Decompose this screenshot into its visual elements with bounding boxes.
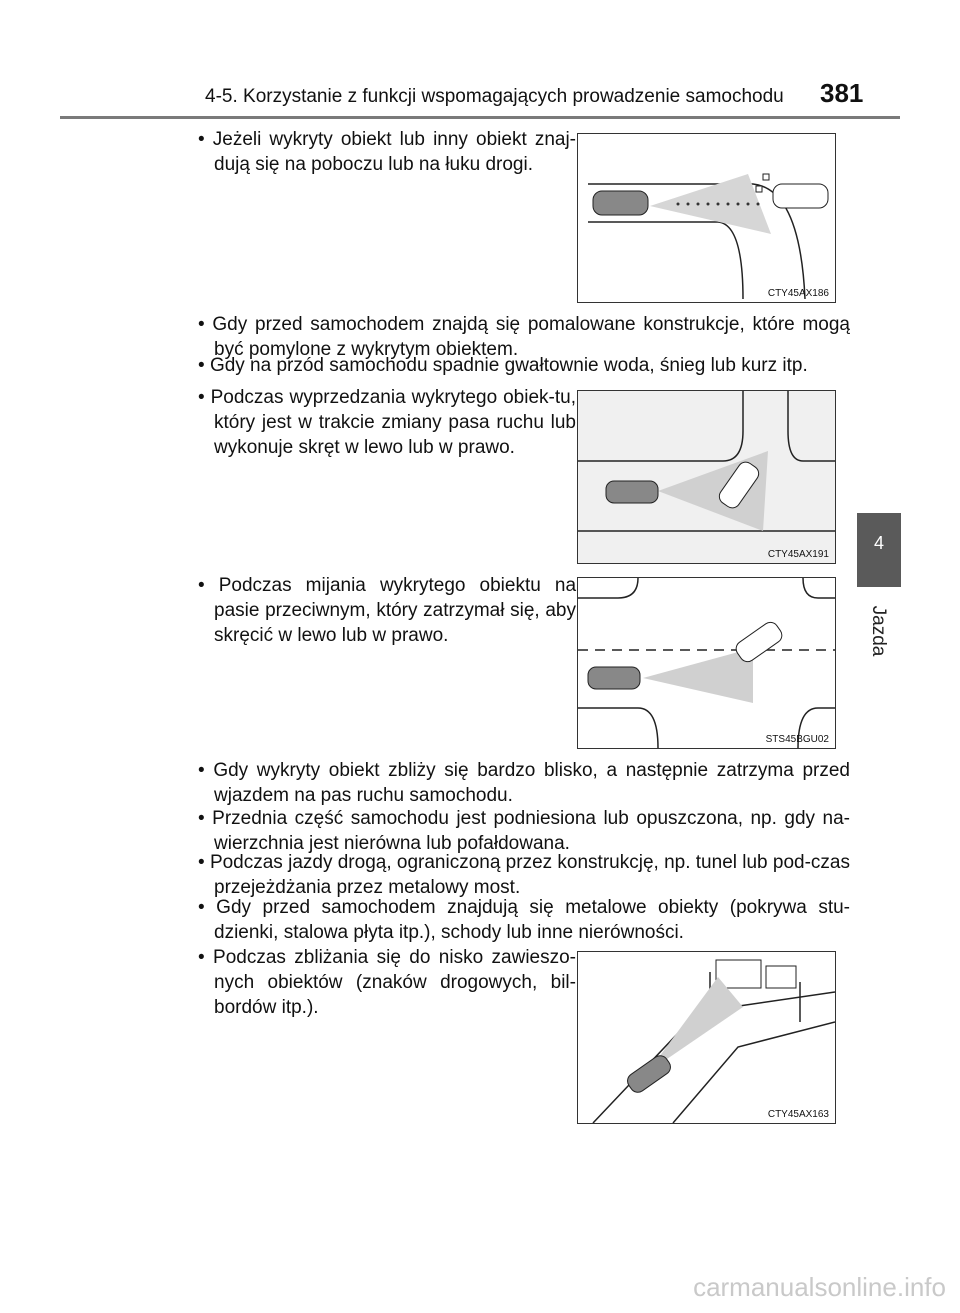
illustration-passing [577, 577, 836, 749]
overtaking-drawing [578, 391, 835, 563]
watermark-url: carmanualsonline.info [693, 1272, 946, 1302]
list-item: • Jeżeli wykryty obiekt lub inny obiekt znaj-dują się na poboczu lub na łuku drogi. [198, 127, 576, 177]
list-item: • Gdy przed samochodem znajdą się pomalowane konstrukcje, które mogą być pomylone z wykrytym obiektem. [198, 312, 850, 362]
list-item: • Podczas wyprzedzania wykrytego obiek-tu, który jest w trakcie zmiany pasa ruchu lub wykonuje skręt w lewo lub w prawo. [198, 385, 576, 460]
overhead-signs-drawing [578, 952, 835, 1123]
figure-code: STS45BGU02 [765, 734, 829, 745]
chapter-label-text: Jazda [868, 605, 889, 657]
illustration-curve [577, 133, 836, 303]
list-item: • Podczas mijania wykrytego obiektu na pasie przeciwnym, który zatrzymał się, aby skręcić w lewo lub w prawo. [198, 573, 576, 648]
section-title: 4-5. Korzystanie z funkcji wspomagających prowadzenie samochodu [205, 86, 784, 107]
figure-code: CTY45AX163 [767, 1109, 829, 1120]
list-item: • Przednia część samochodu jest podniesiona lub opuszczona, np. gdy na-wierzchnia jest nierówna lub pofałdowana. [198, 806, 850, 856]
chapter-tab [857, 513, 901, 587]
list-item: • Gdy wykryty obiekt zbliży się bardzo blisko, a następnie zatrzyma przed wjazdem na pas ruchu samochodu. [198, 758, 850, 808]
list-item: • Gdy na przód samochodu spadnie gwałtownie woda, śnieg lub kurz itp. [198, 353, 850, 378]
list-item: • Gdy przed samochodem znajdują się metalowe obiekty (pokrywa stu-dzienki, stalowa płyta itp.), schody lub inne nierówności. [198, 895, 850, 945]
list-item: • Podczas jazdy drogą, ograniczoną przez konstrukcję, np. tunel lub pod-czas przejeżdżania przez metalowy most. [198, 850, 850, 900]
chapter-label [858, 596, 898, 666]
figure-code: CTY45AX186 [767, 288, 829, 299]
curve-road-drawing [578, 134, 835, 302]
passing-drawing [578, 578, 835, 748]
illustration-overtaking [577, 390, 836, 564]
chapter-number: 4 [873, 533, 884, 553]
figure-code: CTY45AX191 [767, 549, 829, 560]
page-number: 381 [820, 78, 864, 108]
illustration-overhead-signs [577, 951, 836, 1124]
list-item: • Podczas zbliżania się do nisko zawieszo-nych obiektów (znaków drogowych, bil-bordów itp.). [198, 945, 576, 1020]
page-header [60, 78, 900, 119]
